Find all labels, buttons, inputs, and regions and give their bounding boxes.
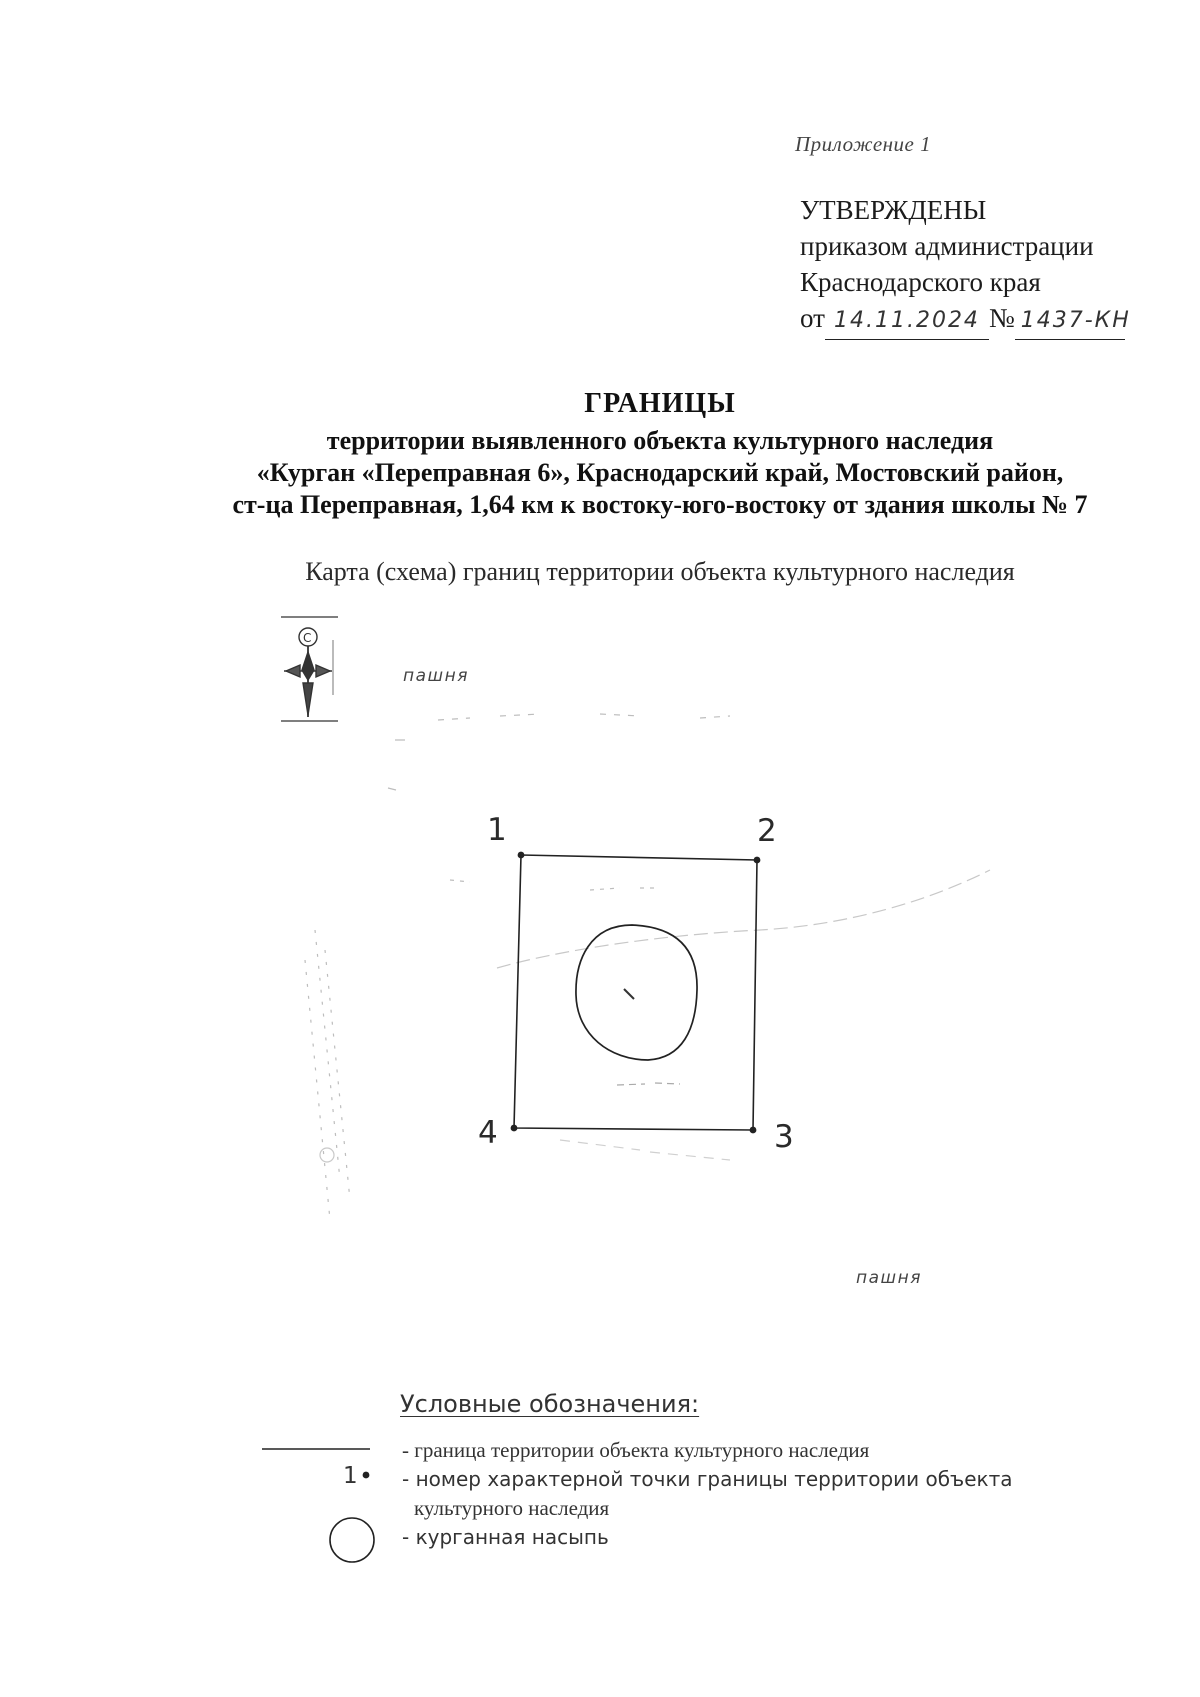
approval-line-2: Краснодарского края bbox=[800, 267, 1041, 297]
vertex-3 bbox=[750, 1127, 757, 1134]
legend-item-mound: - курганная насыпь bbox=[402, 1525, 609, 1549]
vertex-label-2: 2 bbox=[757, 813, 777, 849]
title-line-2: «Курган «Переправная 6», Краснодарский край, Мостовский район, bbox=[256, 458, 1064, 487]
title-line-1: территории выявленного объекта культурного наследия bbox=[326, 426, 994, 455]
legend-item-point-number: - номер характерной точки границы территории объекта bbox=[402, 1467, 1013, 1491]
legend-mound-symbol bbox=[330, 1518, 374, 1562]
field-label-bottom: пашня bbox=[856, 1268, 922, 1288]
approval-date: 14.11.2024 bbox=[825, 303, 989, 340]
vertex-1 bbox=[518, 852, 525, 859]
legend-title: Условные обозначения: bbox=[400, 1390, 700, 1418]
legend-point-number-symbol: 1 bbox=[343, 1463, 358, 1489]
approval-number: 1437-КН bbox=[1015, 303, 1125, 340]
vertex-4 bbox=[511, 1125, 518, 1132]
vertex-2 bbox=[754, 857, 761, 864]
legend-item-boundary: - граница территории объекта культурного наследия bbox=[402, 1438, 870, 1462]
vertex-label-3: 3 bbox=[774, 1119, 794, 1155]
north-arrow-icon bbox=[281, 617, 338, 721]
background-dash-marks bbox=[305, 714, 990, 1220]
approval-line-1: приказом администрации bbox=[800, 231, 1094, 261]
vertex-label-1: 1 bbox=[487, 812, 507, 848]
annex-label: Приложение 1 bbox=[795, 132, 932, 156]
vertex-label-4: 4 bbox=[478, 1115, 498, 1151]
date-prefix: от bbox=[800, 303, 825, 333]
field-label-top: пашня bbox=[403, 666, 469, 686]
burial-mound bbox=[576, 925, 697, 1060]
title-line-3: ст-ца Переправная, 1,64 км к востоку-юго-востоку от здания школы № 7 bbox=[232, 490, 1088, 519]
legend-point-dot-symbol bbox=[363, 1472, 370, 1479]
mound-center-mark bbox=[624, 989, 634, 999]
heritage-territory-boundary bbox=[514, 855, 757, 1130]
number-prefix: № bbox=[988, 303, 1015, 333]
title-main: ГРАНИЦЫ bbox=[584, 388, 736, 419]
legend-item-point-number-cont: культурного наследия bbox=[414, 1496, 610, 1520]
approved-heading: УТВЕРЖДЕНЫ bbox=[800, 195, 987, 225]
svg-text:C: C bbox=[303, 631, 312, 645]
map-caption: Карта (схема) границ территории объекта культурного наследия bbox=[305, 557, 1015, 586]
